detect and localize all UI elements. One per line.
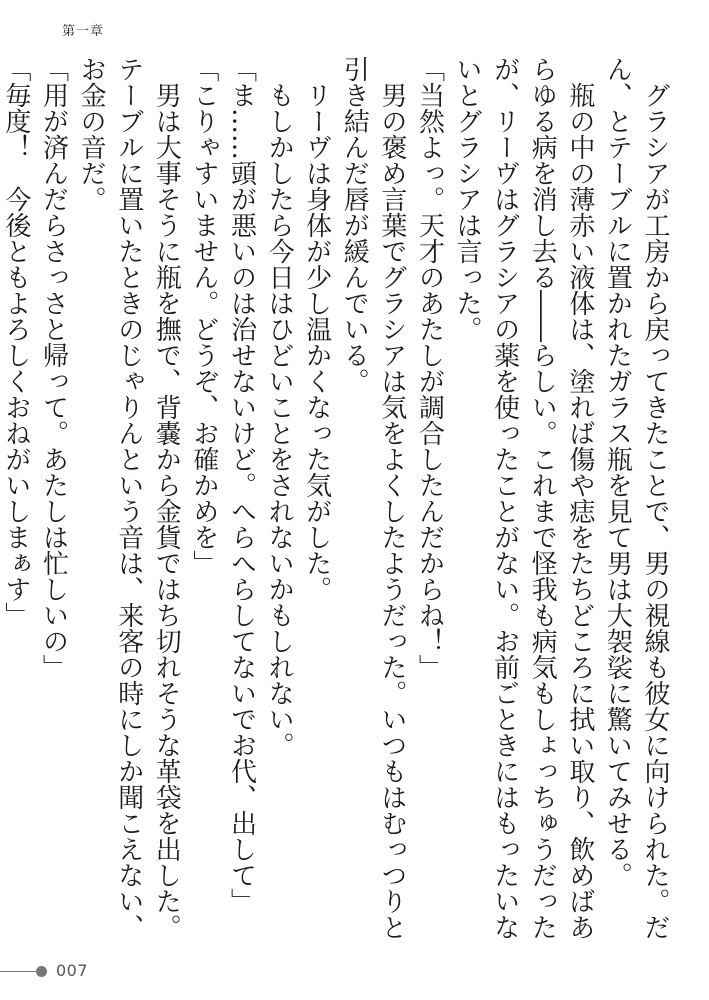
paragraph: 「当然よっ。天才のあたしが調合したんだからね！」 — [414, 56, 445, 680]
page-footer — [0, 960, 200, 984]
paragraph: 瓶の中の薄赤い液体は、塗れば傷や痣をたちどころに拭い取り、飲めばあらゆる病を消し去る――らしい。これまで怪我も病気もしょっちゅうだったが、リーヴはグラシアの薬を使ったことがない。お前ごときにはもったいないとグラシアは言った。 — [452, 56, 595, 940]
paragraph: 男の褒め言葉でグラシアは気をよくしたようだった。いつもはむっつりと引き結んだ唇が緩んでいる。 — [339, 56, 407, 940]
paragraph: 「毎度！ 今後ともよろしくおねがいしまぁす」 — [0, 56, 31, 628]
footer-rule — [0, 971, 38, 972]
paragraph: リーヴは身体が少し温かくなった気がした。 — [301, 56, 332, 602]
paragraph: 「ま……頭が悪いのは治せないけど。へらへらしてないでお代、出して」 — [226, 56, 257, 914]
paragraph: もしかしたら今日はひどいことをされないかもしれない。 — [264, 56, 295, 758]
body-text — [0, 56, 673, 964]
paragraph: 男は大事そうに瓶を撫で、背嚢から金貨ではち切れそうな革袋を出した。テーブルに置いたときのじゃりんという音は、来客の時にしか聞こえない、お金の音だ。 — [76, 56, 182, 940]
paragraph: 「用が済んだらさっさと帰って。あたしは忙しいの」 — [38, 56, 69, 680]
chapter-label: 第一章 — [62, 24, 105, 39]
paragraph: 「こりゃすいません。どうぞ、お確かめを」 — [188, 56, 219, 576]
paragraph: グラシアが工房から戻ってきたことで、男の視線も彼女に向けられた。だん、とテーブルに置かれたガラス瓶を見て男は大袈裟に驚いてみせる。 — [602, 56, 670, 940]
page-number: 007 — [56, 961, 89, 980]
footer-dot-icon — [36, 966, 47, 977]
